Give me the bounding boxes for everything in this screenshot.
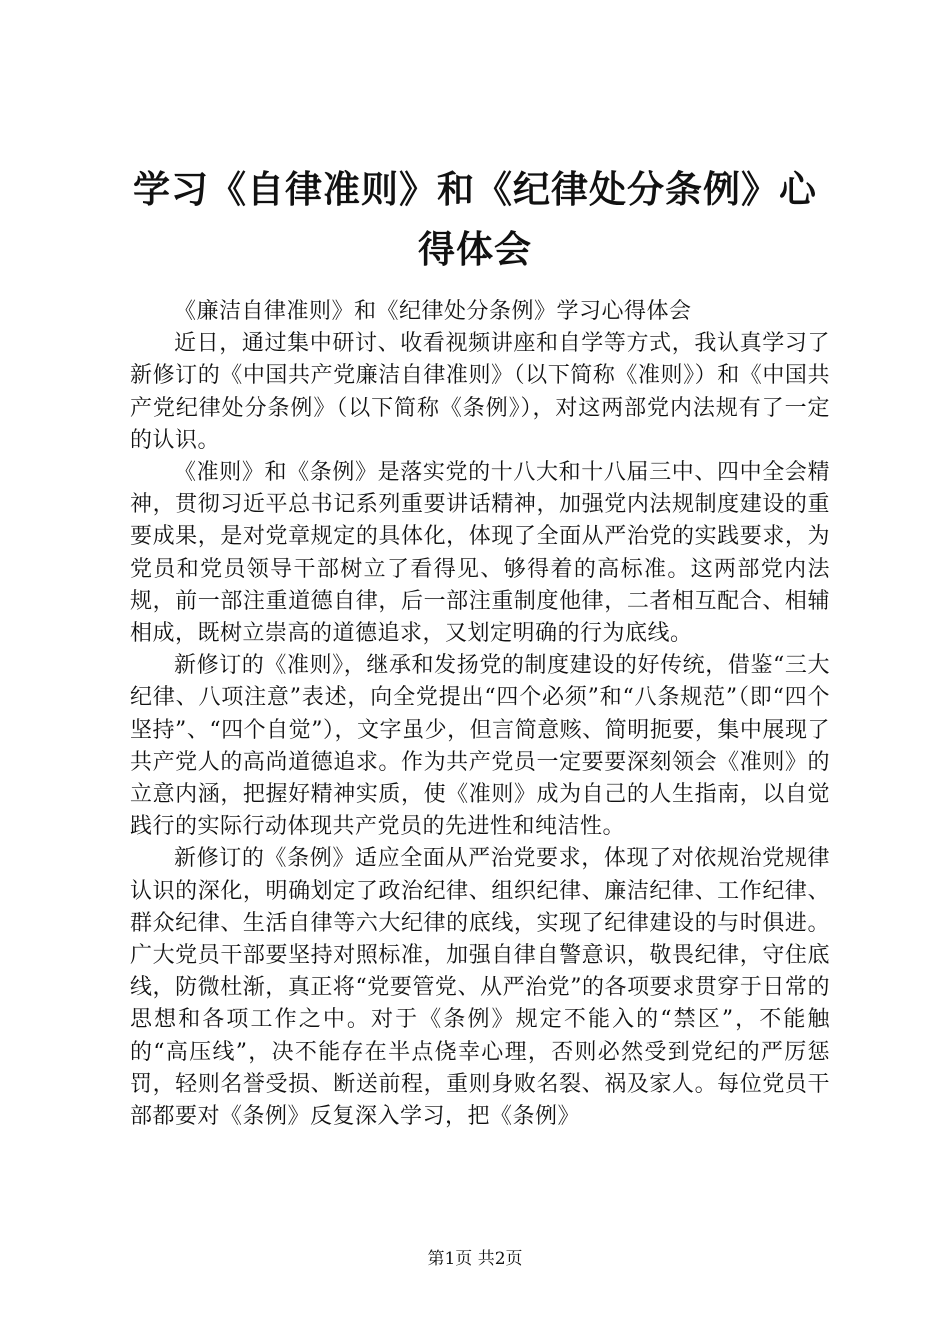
subtitle-paragraph: 《廉洁自律准则》和《纪律处分条例》学习心得体会 (174, 299, 692, 324)
body-paragraph: 《准则》和《条例》是落实党的十八大和十八届三中、四中全会精神，贯彻习近平总书记系列重要讲话精神，加强党内法规制度建设的重要成果，是对党章规定的具体化，体现了全面从严治党的实践要求，为党员和党员领导干部树立了看得见、够得着的高标准。这两部党内法规，前一部注重道德自律，后一部注重制度他律，二者相互配合、相辅相成，既树立崇高的道德追求，又划定明确的行为底线。 (130, 460, 830, 647)
body-paragraph: 近日，通过集中研讨、收看视频讲座和自学等方式，我认真学习了新修订的《中国共产党廉洁自律准则》（以下简称《准则》）和《中国共产党纪律处分条例》（以下简称《条例》），对这两部党内法规有了一定的认识。 (130, 331, 830, 453)
body-paragraph: 新修订的《条例》适应全面从严治党要求，体现了对依规治党规律认识的深化，明确划定了政治纪律、组织纪律、廉洁纪律、工作纪律、群众纪律、生活自律等六大纪律的底线，实现了纪律建设的与时俱进。广大党员干部要坚持对照标准，加强自律自警意识，敬畏纪律，守住底线，防微杜渐，真正将“党要管党、从严治党”的各项要求贯穿于日常的思想和各项工作之中。对于《条例》规定不能入的“禁区”，不能触的“高压线”，决不能存在半点侥幸心理，否则必然受到党纪的严厉惩罚，轻则名誉受损、断送前程，重则身败名裂、祸及家人。每位党员干部都要对《条例》反复深入学习，把《条例》 (130, 846, 830, 1130)
body-paragraph: 新修订的《准则》，继承和发扬党的制度建设的好传统，借鉴“三大纪律、八项注意”表述，向全党提出“四个必须”和“八条规范”（即“四个坚持”、“四个自觉”），文字虽少，但言简意赅、简明扼要，集中展现了共产党人的高尚道德追求。作为共产党员一定要要深刻领会《准则》的立意内涵，把握好精神实质，使《准则》成为自己的人生指南，以自觉践行的实际行动体现共产党员的先进性和纯洁性。 (130, 653, 830, 840)
document-body (130, 296, 830, 1133)
page-footer: 第1页 共2页 (427, 1249, 523, 1269)
document-title: 学习《自律准则》和《纪律处分条例》心得体会 (133, 168, 817, 271)
